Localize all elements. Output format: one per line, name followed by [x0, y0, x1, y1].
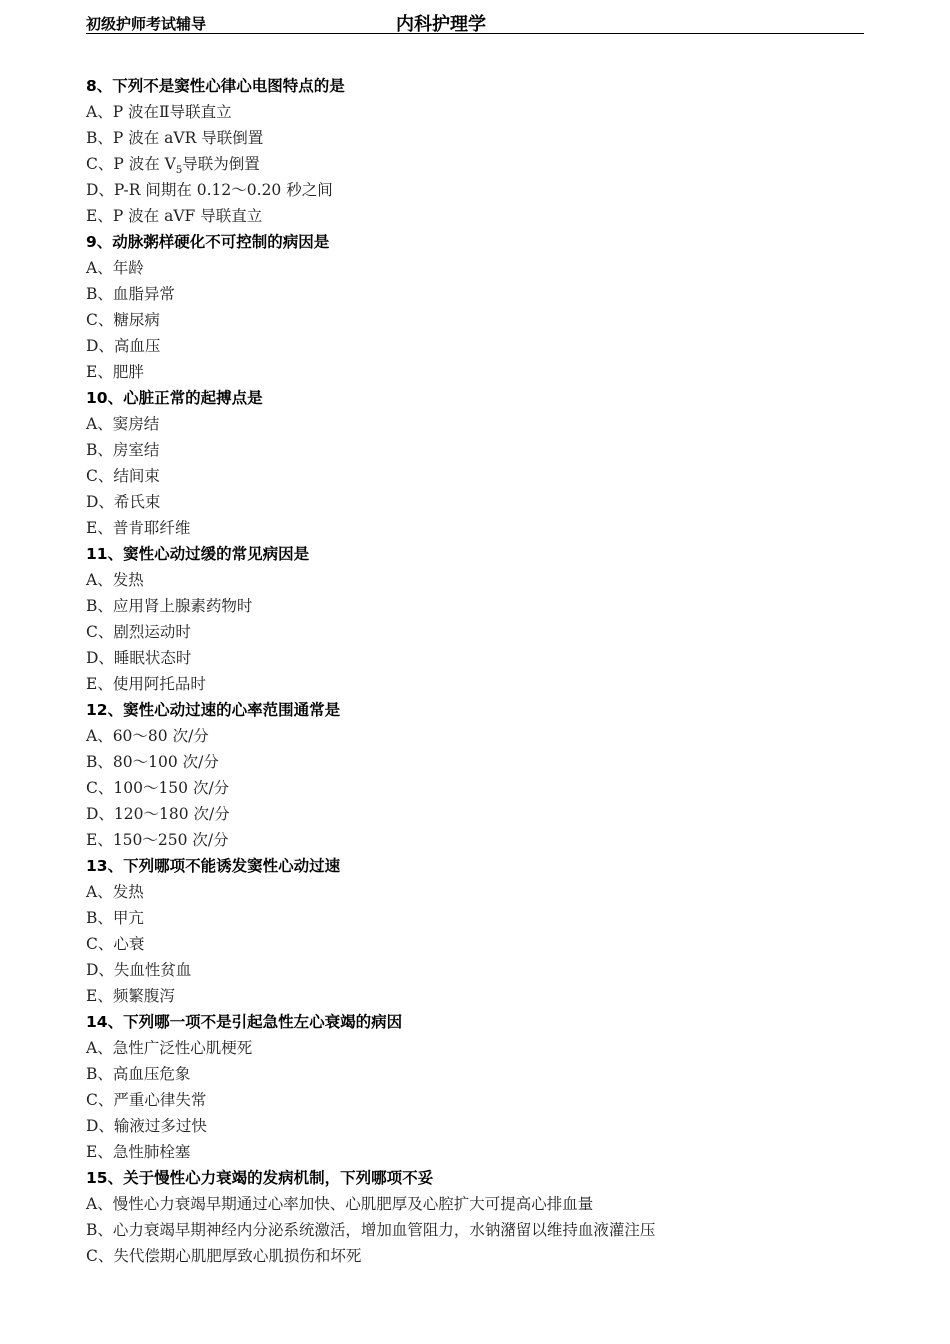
- option-8c-subscript: 5: [175, 165, 183, 177]
- option-8d: D、P-R 间期在 0.12～0.20 秒之间: [86, 181, 333, 199]
- option-15c: C、失代偿期心肌肥厚致心肌损伤和坏死: [86, 1247, 362, 1265]
- header-center-title: 内科护理学: [396, 14, 486, 35]
- option-11d: D、睡眠状态时: [86, 649, 192, 667]
- option-9d: D、高血压: [86, 337, 161, 355]
- option-8e: E、P 波在 aVF 导联直立: [86, 207, 263, 225]
- option-9e: E、肥胖: [86, 363, 144, 381]
- question-9: 9、动脉粥样硬化不可控制的病因是: [86, 233, 330, 251]
- page-header: [86, 8, 864, 34]
- question-13: 13、下列哪项不能诱发窦性心动过速: [86, 857, 341, 875]
- option-12a: A、60～80 次/分: [86, 727, 209, 745]
- option-13b: B、甲亢: [86, 909, 144, 927]
- option-15a: A、慢性心力衰竭早期通过心率加快、心肌肥厚及心腔扩大可提高心排血量: [86, 1195, 594, 1213]
- option-15b: B、心力衰竭早期神经内分泌系统激活，增加血管阻力，水钠潴留以维持血液灌注压: [86, 1221, 656, 1239]
- option-11a: A、发热: [86, 571, 144, 589]
- option-14a: A、急性广泛性心肌梗死: [86, 1039, 253, 1057]
- option-14d: D、输液过多过快: [86, 1117, 207, 1135]
- option-11b: B、应用肾上腺素药物时: [86, 597, 253, 615]
- question-list: [86, 73, 876, 1269]
- question-14: 14、下列哪一项不是引起急性左心衰竭的病因: [86, 1013, 403, 1031]
- option-9a: A、年龄: [86, 259, 144, 277]
- option-10d: D、希氏束: [86, 493, 161, 511]
- option-10e: E、普肯耶纤维: [86, 519, 191, 537]
- option-13e: E、频繁腹泻: [86, 987, 175, 1005]
- question-15: 15、关于慢性心力衰竭的发病机制，下列哪项不妥: [86, 1169, 434, 1187]
- option-8a: A、P 波在Ⅱ导联直立: [86, 103, 232, 121]
- option-11e: E、使用阿托品时: [86, 675, 206, 693]
- option-13d: D、失血性贫血: [86, 961, 192, 979]
- option-12e: E、150～250 次/分: [86, 831, 229, 849]
- question-10: 10、心脏正常的起搏点是: [86, 389, 263, 407]
- option-9c: C、糖尿病: [86, 311, 160, 329]
- option-10c: C、结间束: [86, 467, 160, 485]
- option-9b: B、血脂异常: [86, 285, 175, 303]
- option-13a: A、发热: [86, 883, 144, 901]
- question-12: 12、窦性心动过速的心率范围通常是: [86, 701, 341, 719]
- option-8c-prefix: C、P 波在 V: [86, 155, 176, 173]
- question-8: 8、下列不是窦性心律心电图特点的是: [86, 77, 345, 95]
- option-8c-suffix: 导联为倒置: [182, 155, 260, 173]
- question-11: 11、窦性心动过缓的常见病因是: [86, 545, 310, 563]
- option-13c: C、心衰: [86, 935, 145, 953]
- option-14e: E、急性肺栓塞: [86, 1143, 191, 1161]
- option-14c: C、严重心律失常: [86, 1091, 207, 1109]
- option-10b: B、房室结: [86, 441, 160, 459]
- option-14b: B、高血压危象: [86, 1065, 191, 1083]
- option-12b: B、80～100 次/分: [86, 753, 219, 771]
- option-12d: D、120～180 次/分: [86, 805, 230, 823]
- option-8c: [86, 151, 876, 177]
- option-11c: C、剧烈运动时: [86, 623, 191, 641]
- option-8b: B、P 波在 aVR 导联倒置: [86, 129, 264, 147]
- header-left-title: 初级护师考试辅导: [86, 15, 207, 33]
- option-10a: A、窦房结: [86, 415, 160, 433]
- option-12c: C、100～150 次/分: [86, 779, 230, 797]
